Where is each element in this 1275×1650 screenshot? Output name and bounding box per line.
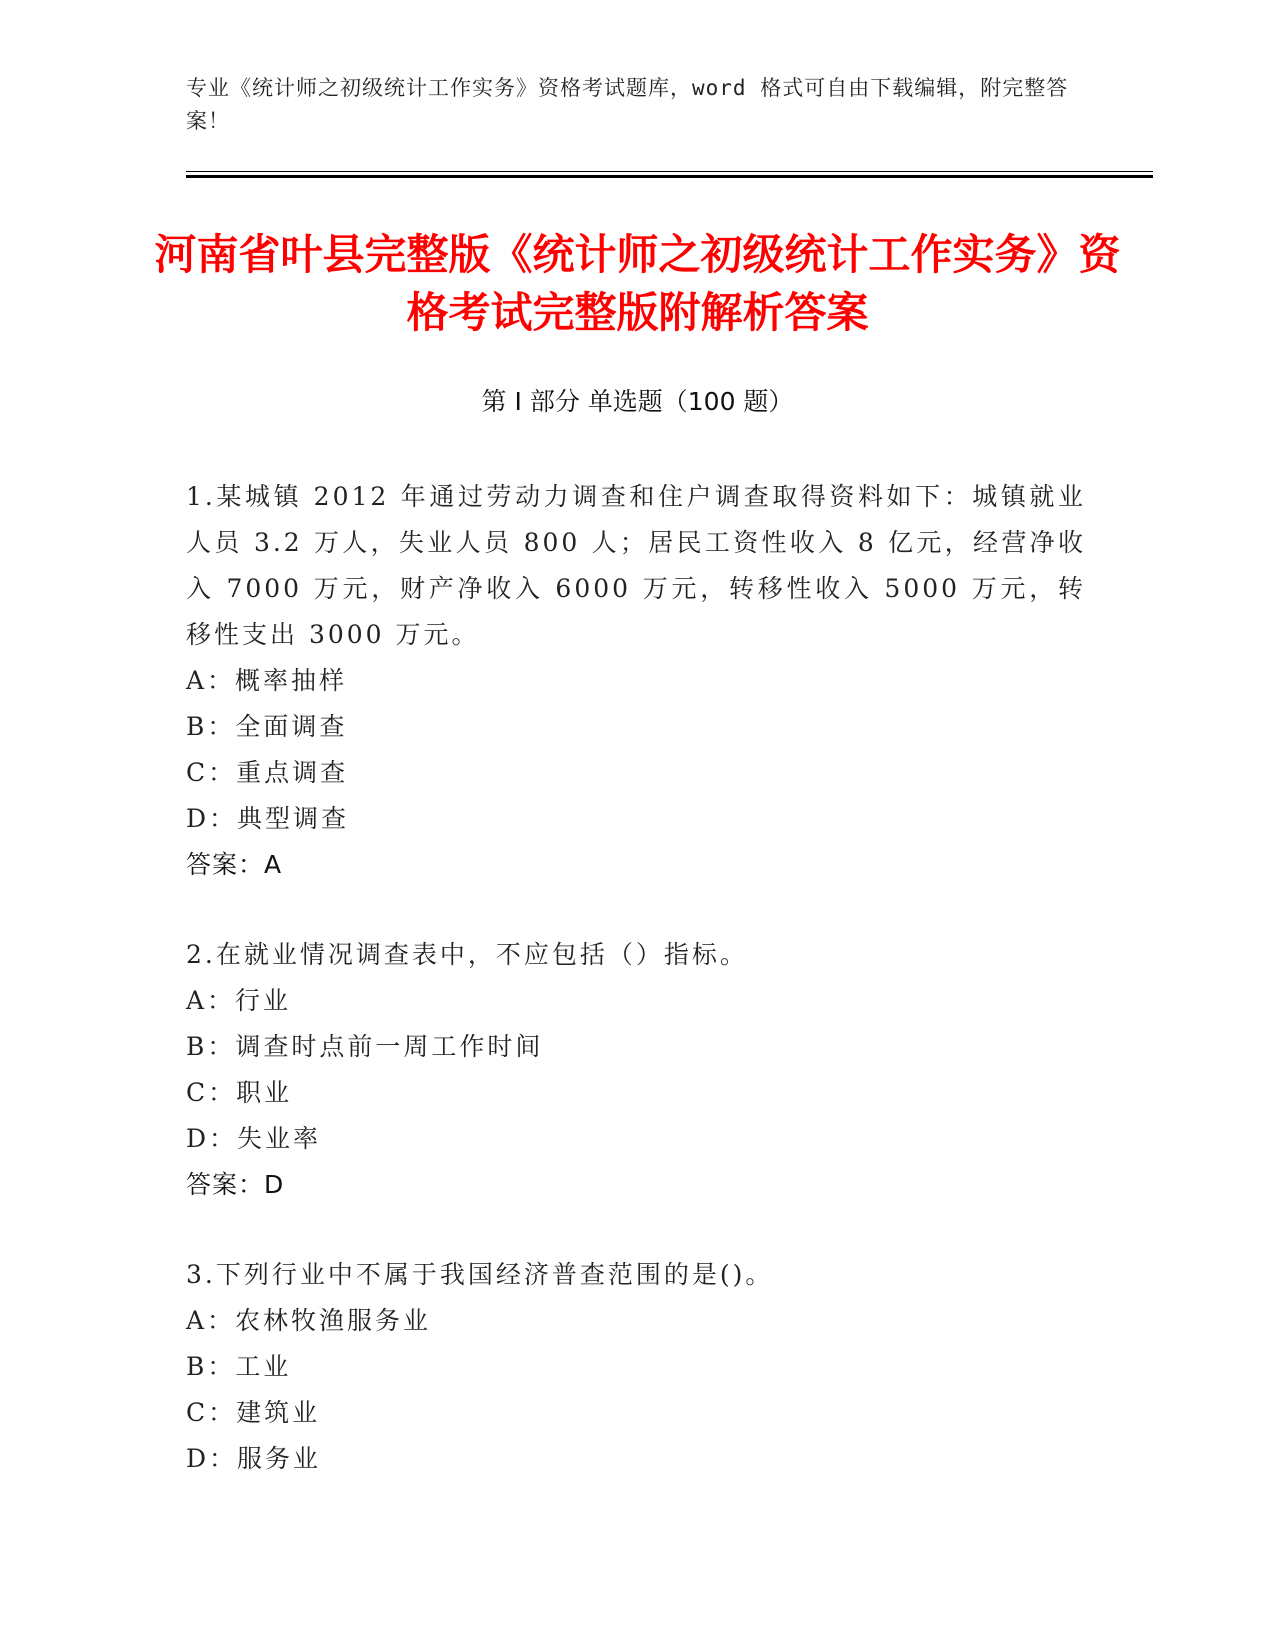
question-2 [186, 932, 1086, 1208]
option-c: C：重点调查 [186, 758, 349, 787]
option-b: B：工业 [186, 1352, 292, 1381]
question-stem: 3.下列行业中不属于我国经济普查范围的是()。 [186, 1260, 774, 1289]
option-b: B：全面调查 [186, 712, 348, 741]
header-divider-thin [186, 171, 1153, 172]
section-heading: 第 I 部分 单选题（100 题） [481, 387, 794, 416]
document-title: 河南省叶县完整版《统计师之初级统计工作实务》资格考试完整版附解析答案 [154, 230, 1121, 337]
option-b: B：调查时点前一周工作时间 [186, 1032, 544, 1061]
option-c: C：职业 [186, 1078, 293, 1107]
option-d: D：失业率 [186, 1124, 322, 1153]
option-a: A：行业 [186, 986, 292, 1015]
header-note: 专业《统计师之初级统计工作实务》资格考试题库，word 格式可自由下载编辑，附完整答案！ [186, 76, 1069, 133]
option-a: A：农林牧渔服务业 [186, 1306, 432, 1335]
question-3 [186, 1252, 1086, 1482]
option-c: C：建筑业 [186, 1398, 321, 1427]
answer-line: 答案：A [186, 850, 283, 879]
question-stem: 1.某城镇 2012 年通过劳动力调查和住户调查取得资料如下：城镇就业人员 3.2 万人，失业人员 800 人；居民工资性收入 8 亿元，经营净收入 7000 万元，财产净收入 6000 万元，转移性收入 5000 万元，转移性支出 3000 万元。 [186, 482, 1086, 649]
header-divider-thick [186, 175, 1153, 178]
option-d: D：服务业 [186, 1444, 322, 1473]
question-stem: 2.在就业情况调查表中，不应包括（）指标。 [186, 940, 748, 969]
question-1 [186, 474, 1086, 888]
answer-line: 答案：D [186, 1170, 285, 1199]
option-a: A：概率抽样 [186, 666, 348, 695]
option-d: D：典型调查 [186, 804, 350, 833]
question-list [186, 474, 1086, 1526]
